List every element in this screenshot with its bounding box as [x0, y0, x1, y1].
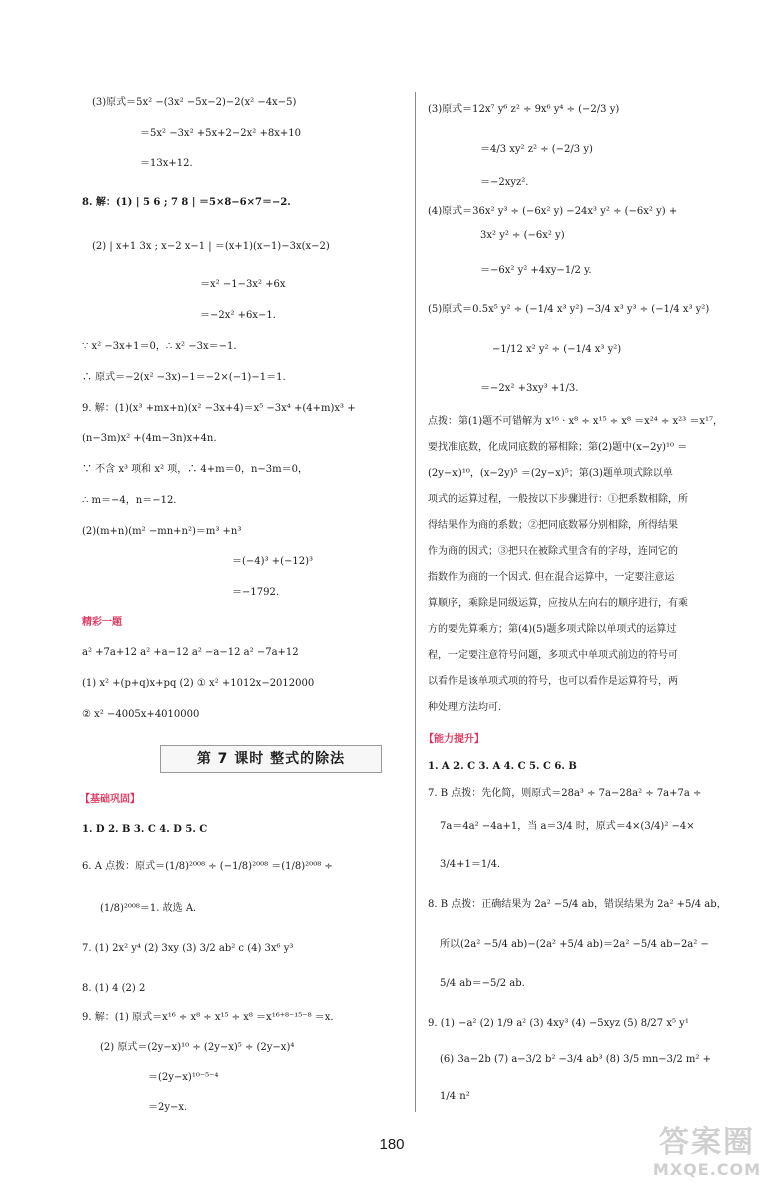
text-line: ＝(−4)³ +(−12)³ — [232, 556, 314, 567]
text-line: 9. (1) −a² (2) 1/9 a² (3) 4xy³ (4) −5xyz (5) 8/27 x⁵ y¹ — [428, 1018, 689, 1029]
text-line: ② x² −4005x+4010000 — [82, 709, 200, 720]
text-line: 1. D 2. B 3. C 4. D 5. C — [82, 824, 208, 835]
text-line: 7a＝4a² −4a+1，当 a＝3/4 时，原式＝4×(3/4)² −4× — [440, 821, 695, 832]
text-line: (6) 3a−2b (7) a−3/2 b² −3/4 ab³ (8) 3/5 mn−3/2 m² + — [440, 1054, 711, 1065]
watermark-title: 答案圈 — [659, 1125, 755, 1160]
text-line: 8. 解：(1) | 5 6 ; 7 8 | ＝5×8−6×7＝−2. — [82, 197, 291, 208]
text-line: 指数作为商的一个因式. 但在混合运算中，一定要注意运 — [428, 572, 675, 583]
text-line: 方的要先算乘方；第(4)(5)题多项式除以单项式的运算过 — [428, 624, 677, 635]
text-line: ＝(2y−x)¹⁰⁻⁵⁻⁴ — [148, 1072, 219, 1083]
text-line: ＝4/3 xy² z² ÷ (−2/3 y) — [480, 144, 593, 155]
text-line: (3)原式＝5x² −(3x² −5x−2)−2(x² −4x−5) — [92, 97, 297, 108]
page-number: 180 — [379, 1136, 405, 1153]
section-heading: 【基础巩固】 — [80, 794, 140, 805]
text-line: ∵ 不含 x³ 项和 x² 项，∴ 4+m＝0，n−3m＝0， — [82, 464, 308, 475]
section-heading: 精彩一题 — [82, 617, 122, 628]
text-line: ＝13x+12. — [140, 158, 193, 169]
text-line: (5)原式＝0.5x⁵ y² ÷ (−1/4 x³ y²) −3/4 x³ y³ ÷ (−1/4 x³ y²) — [428, 304, 710, 315]
text-line: 3/4+1＝1/4. — [440, 859, 501, 870]
text-line: 得结果作为商的系数；②把同底数幂分别相除，所得结果 — [428, 520, 678, 531]
text-line: ＝5x² −3x² +5x+2−2x² +8x+10 — [140, 128, 301, 139]
text-line: 点拨：第(1)题不可错解为 x¹⁶ · x⁸ ÷ x¹⁵ ÷ x⁸ ＝x²⁴ ÷ x²³ ＝x¹⁷， — [428, 416, 724, 427]
text-line: 所以(2a² −5/4 ab)−(2a² +5/4 ab)＝2a² −5/4 ab−2a² − — [440, 939, 709, 950]
text-line: 3x² y² ÷ (−6x² y) — [480, 230, 565, 241]
text-line: ∵ x² −3x+1＝0，∴ x² −3x＝−1. — [82, 341, 237, 352]
watermark-url: MXQE.COM — [652, 1160, 762, 1179]
text-line: ∴ m＝−4，n＝−12. — [82, 495, 177, 506]
text-line: ＝−6x² y² +4xy−1/2 y. — [480, 265, 592, 276]
text-line: ＝−2xyz². — [480, 177, 529, 188]
text-line: (4)原式＝36x² y³ ÷ (−6x² y) −24x³ y² ÷ (−6x² y) + — [428, 206, 678, 217]
text-line: (n−3m)x² +(4m−3n)x+4n. — [82, 433, 217, 444]
text-line: 7. (1) 2x² y⁴ (2) 3xy (3) 3/2 ab² c (4) 3x⁶ y³ — [82, 943, 294, 954]
text-line: 种处理方法均可. — [428, 702, 502, 713]
text-line: (2)(m+n)(m² −mn+n²)＝m³ +n³ — [82, 526, 242, 537]
text-line: 9. 解：(1) 原式＝x¹⁶ ÷ x⁸ ÷ x¹⁵ ÷ x⁸ ＝x¹⁶⁺⁸⁻¹⁵⁻⁸ ＝x. — [82, 1012, 334, 1023]
text-line: 5/4 ab＝−5/2 ab. — [440, 978, 525, 989]
text-line: ＝−1792. — [232, 587, 280, 598]
section-heading: 【能力提升】 — [424, 734, 484, 745]
text-line: ＝−2x² +6x−1. — [200, 310, 276, 321]
text-line: 8. B 点拨：正确结果为 2a² −5/4 ab，错误结果为 2a² +5/4 ab， — [428, 899, 727, 910]
text-line: 作为商的因式；③把只在被除式里含有的字母，连同它的 — [428, 546, 678, 557]
text-line: a² +7a+12 a² +a−12 a² −a−12 a² −7a+12 — [82, 647, 299, 658]
text-line: 8. (1) 4 (2) 2 — [82, 983, 146, 994]
text-line: 算顺序，乘除是同级运算，应按从左向右的顺序进行，有乘 — [428, 598, 688, 609]
text-line: ＝−2x² +3xy³ +1/3. — [480, 383, 579, 394]
text-line: −1/12 x² y² ÷ (−1/4 x³ y²) — [492, 344, 622, 355]
text-line: ＝2y−x. — [148, 1102, 188, 1113]
text-line: ∴ 原式＝−2(x² −3x)−1＝−2×(−1)−1＝1. — [82, 372, 286, 383]
text-line: (3)原式＝12x⁷ y⁶ z² ÷ 9x⁶ y⁴ ÷ (−2/3 y) — [428, 104, 620, 115]
text-line: 7. B 点拨：先化简，则原式＝28a³ ÷ 7a−28a² ÷ 7a+7a ÷ — [428, 788, 702, 799]
text-line: (1) x² +(p+q)x+pq (2) ① x² +1012x−2012000 — [82, 678, 315, 689]
text-line: 项式的运算过程，一般按以下步骤进行：①把系数相除，所 — [428, 494, 688, 505]
text-line: ＝x² −1−3x² +6x — [200, 279, 286, 290]
text-line: 1. A 2. C 3. A 4. C 5. C 6. B — [428, 761, 577, 772]
watermark-logo — [652, 1126, 762, 1186]
text-line: (2y−x)¹⁰，(x−2y)⁵ ＝(2y−x)⁵；第(3)题单项式除以单 — [428, 468, 673, 479]
text-line: 6. A 点拨：原式＝(1/8)²⁰⁰⁸ ÷ (−1/8)²⁰⁰⁸ ＝(1/8)²⁰⁰⁸ ÷ — [82, 861, 333, 872]
text-line: (2) 原式＝(2y−x)¹⁰ ÷ (2y−x)⁵ ÷ (2y−x)⁴ — [100, 1042, 295, 1053]
text-line: 1/4 n² — [440, 1091, 470, 1102]
text-line: (2) | x+1 3x ; x−2 x−1 | ＝(x+1)(x−1)−3x(x−2) — [92, 241, 330, 252]
column-divider — [415, 92, 416, 1112]
text-line: (1/8)²⁰⁰⁸＝1. 故选 A. — [100, 903, 197, 914]
text-line: 要找准底数，化成同底数的幂相除；第(2)题中(x−2y)¹⁰ ＝ — [428, 442, 688, 453]
text-line: 9. 解：(1)(x³ +mx+n)(x² −3x+4)＝x⁵ −3x⁴ +(4+m)x³ + — [82, 403, 356, 414]
text-line: 程，一定要注意符号问题，多项式中单项式前边的符号可 — [428, 650, 678, 661]
text-line: 以看作是该单项式项的符号，也可以看作是运算符号，两 — [428, 676, 678, 687]
lesson-title: 第 7 课时 整式的除法 — [160, 745, 382, 773]
